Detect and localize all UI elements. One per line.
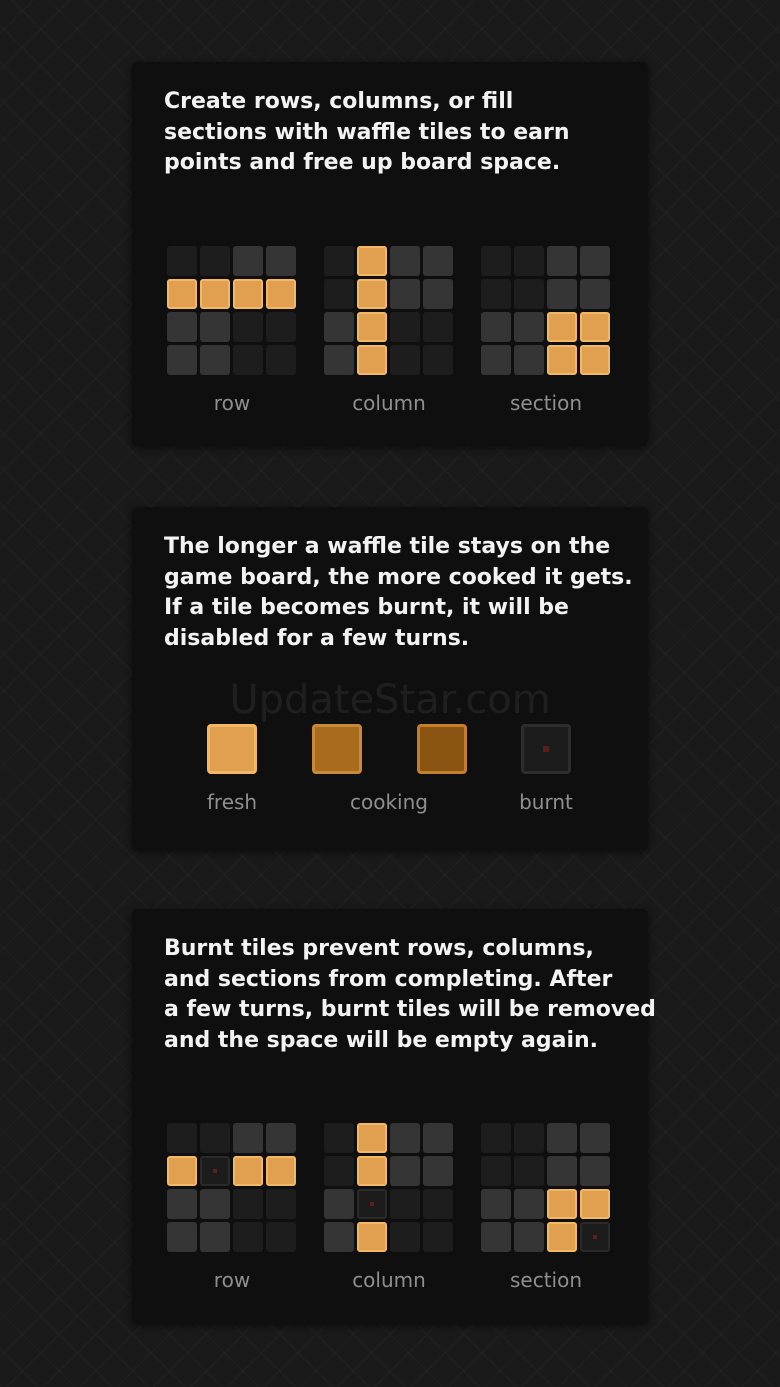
- empty-cell: [167, 345, 197, 375]
- empty-cell: [167, 312, 197, 342]
- watermark-text: UpdateStar.com: [229, 677, 551, 723]
- section-diagram: [481, 246, 611, 376]
- empty-cell: [481, 1189, 511, 1219]
- empty-cell: [390, 1123, 420, 1153]
- waffle-tile: [357, 279, 387, 309]
- row-diagram: [167, 246, 297, 376]
- empty-cell: [481, 246, 511, 276]
- empty-cell: [547, 1156, 577, 1186]
- empty-cell: [423, 246, 453, 276]
- empty-cell: [423, 1123, 453, 1153]
- empty-cell: [233, 246, 263, 276]
- empty-cell: [514, 312, 544, 342]
- section-label: section: [509, 1268, 583, 1292]
- waffle-tile: [233, 1156, 263, 1186]
- waffle-tile: [547, 1189, 577, 1219]
- empty-cell: [390, 246, 420, 276]
- empty-cell: [481, 1156, 511, 1186]
- empty-cell: [514, 279, 544, 309]
- waffle-tile: [357, 1222, 387, 1252]
- empty-cell: [423, 1222, 453, 1252]
- row-label: row: [213, 391, 251, 415]
- empty-cell: [324, 246, 354, 276]
- empty-cell: [390, 1156, 420, 1186]
- empty-cell: [514, 1189, 544, 1219]
- waffle-tile: [200, 279, 230, 309]
- empty-cell: [200, 345, 230, 375]
- burnt-tile: [580, 1222, 610, 1252]
- empty-cell: [547, 1123, 577, 1153]
- empty-cell: [167, 246, 197, 276]
- empty-cell: [423, 279, 453, 309]
- waffle-tile: [547, 312, 577, 342]
- empty-cell: [233, 312, 263, 342]
- cooking-label: cooking: [350, 790, 428, 814]
- waffle-tile: [167, 279, 197, 309]
- waffle-tile: [167, 1156, 197, 1186]
- waffle-tile: [580, 1189, 610, 1219]
- card-description: [164, 87, 634, 179]
- empty-cell: [167, 1189, 197, 1219]
- empty-cell: [200, 1189, 230, 1219]
- burnt-tile: [357, 1189, 387, 1219]
- card-completion-rules: [132, 62, 648, 446]
- waffle-tile: [580, 312, 610, 342]
- empty-cell: [481, 312, 511, 342]
- empty-cell: [514, 1222, 544, 1252]
- waffle-tile: [266, 1156, 296, 1186]
- empty-cell: [390, 345, 420, 375]
- empty-cell: [390, 279, 420, 309]
- description-line: and the space will be empty again.: [164, 1027, 599, 1053]
- empty-cell: [423, 312, 453, 342]
- description-line: and sections from completing. After: [164, 966, 613, 992]
- card-burnt-rules: [132, 909, 656, 1324]
- empty-cell: [266, 1189, 296, 1219]
- empty-cell: [233, 1123, 263, 1153]
- column-diagram: [324, 246, 454, 376]
- waffle-tile: [547, 1222, 577, 1252]
- waffle-tile: [233, 279, 263, 309]
- empty-cell: [514, 1123, 544, 1153]
- column-label: column: [352, 391, 426, 415]
- card-cooking-rules: [132, 507, 648, 850]
- cooking-tile: [312, 724, 362, 774]
- description-line: points and free up board space.: [164, 150, 561, 175]
- description-line: Burnt tiles prevent rows, columns,: [164, 936, 594, 961]
- empty-cell: [266, 312, 296, 342]
- empty-cell: [547, 246, 577, 276]
- empty-cell: [233, 1189, 263, 1219]
- empty-cell: [390, 312, 420, 342]
- empty-cell: [266, 1123, 296, 1153]
- empty-cell: [547, 279, 577, 309]
- empty-cell: [324, 1189, 354, 1219]
- column-diagram: [324, 1123, 454, 1253]
- row-label: row: [213, 1268, 251, 1292]
- column-label: column: [352, 1268, 426, 1292]
- empty-cell: [233, 1222, 263, 1252]
- burnt-tile: [200, 1156, 230, 1186]
- empty-cell: [167, 1123, 197, 1153]
- empty-cell: [266, 345, 296, 375]
- empty-cell: [514, 345, 544, 375]
- fresh-label: fresh: [206, 790, 258, 814]
- empty-cell: [266, 246, 296, 276]
- waffle-tile: [357, 345, 387, 375]
- empty-cell: [324, 279, 354, 309]
- row-diagram: [167, 1123, 297, 1253]
- empty-cell: [423, 1156, 453, 1186]
- waffle-tile: [357, 246, 387, 276]
- empty-cell: [200, 1123, 230, 1153]
- empty-cell: [324, 345, 354, 375]
- waffle-tile: [580, 345, 610, 375]
- description-line: game board, the more cooked it gets.: [164, 564, 633, 590]
- description-line: sections with waffle tiles to earn: [164, 119, 570, 145]
- empty-cell: [266, 1222, 296, 1252]
- cooked-tile: [417, 724, 467, 774]
- description-line: disabled for a few turns.: [164, 625, 470, 651]
- empty-cell: [200, 312, 230, 342]
- empty-cell: [481, 345, 511, 375]
- burnt-tile: [521, 724, 571, 774]
- empty-cell: [390, 1222, 420, 1252]
- empty-cell: [423, 345, 453, 375]
- empty-cell: [233, 345, 263, 375]
- empty-cell: [167, 1222, 197, 1252]
- description-line: If a tile becomes burnt, it will be: [164, 595, 569, 620]
- empty-cell: [580, 246, 610, 276]
- empty-cell: [390, 1189, 420, 1219]
- card-description: [164, 532, 634, 654]
- empty-cell: [324, 1156, 354, 1186]
- empty-cell: [324, 312, 354, 342]
- description-line: a few turns, burnt tiles will be removed: [164, 997, 656, 1022]
- description-line: The longer a waffle tile stays on the: [164, 534, 611, 559]
- card-description: [164, 934, 656, 1056]
- empty-cell: [514, 1156, 544, 1186]
- empty-cell: [481, 279, 511, 309]
- empty-cell: [580, 1156, 610, 1186]
- description-line: Create rows, columns, or fill: [164, 89, 514, 114]
- waffle-tile: [357, 312, 387, 342]
- empty-cell: [423, 1189, 453, 1219]
- empty-cell: [200, 1222, 230, 1252]
- section-label: section: [509, 391, 583, 415]
- waffle-tile: [547, 345, 577, 375]
- fresh-tile: [207, 724, 257, 774]
- empty-cell: [580, 279, 610, 309]
- empty-cell: [481, 1222, 511, 1252]
- burnt-label: burnt: [519, 790, 573, 814]
- waffle-tile: [357, 1123, 387, 1153]
- empty-cell: [580, 1123, 610, 1153]
- empty-cell: [324, 1222, 354, 1252]
- section-diagram: [481, 1123, 611, 1253]
- waffle-tile: [266, 279, 296, 309]
- empty-cell: [200, 246, 230, 276]
- empty-cell: [324, 1123, 354, 1153]
- waffle-tile: [357, 1156, 387, 1186]
- empty-cell: [481, 1123, 511, 1153]
- empty-cell: [514, 246, 544, 276]
